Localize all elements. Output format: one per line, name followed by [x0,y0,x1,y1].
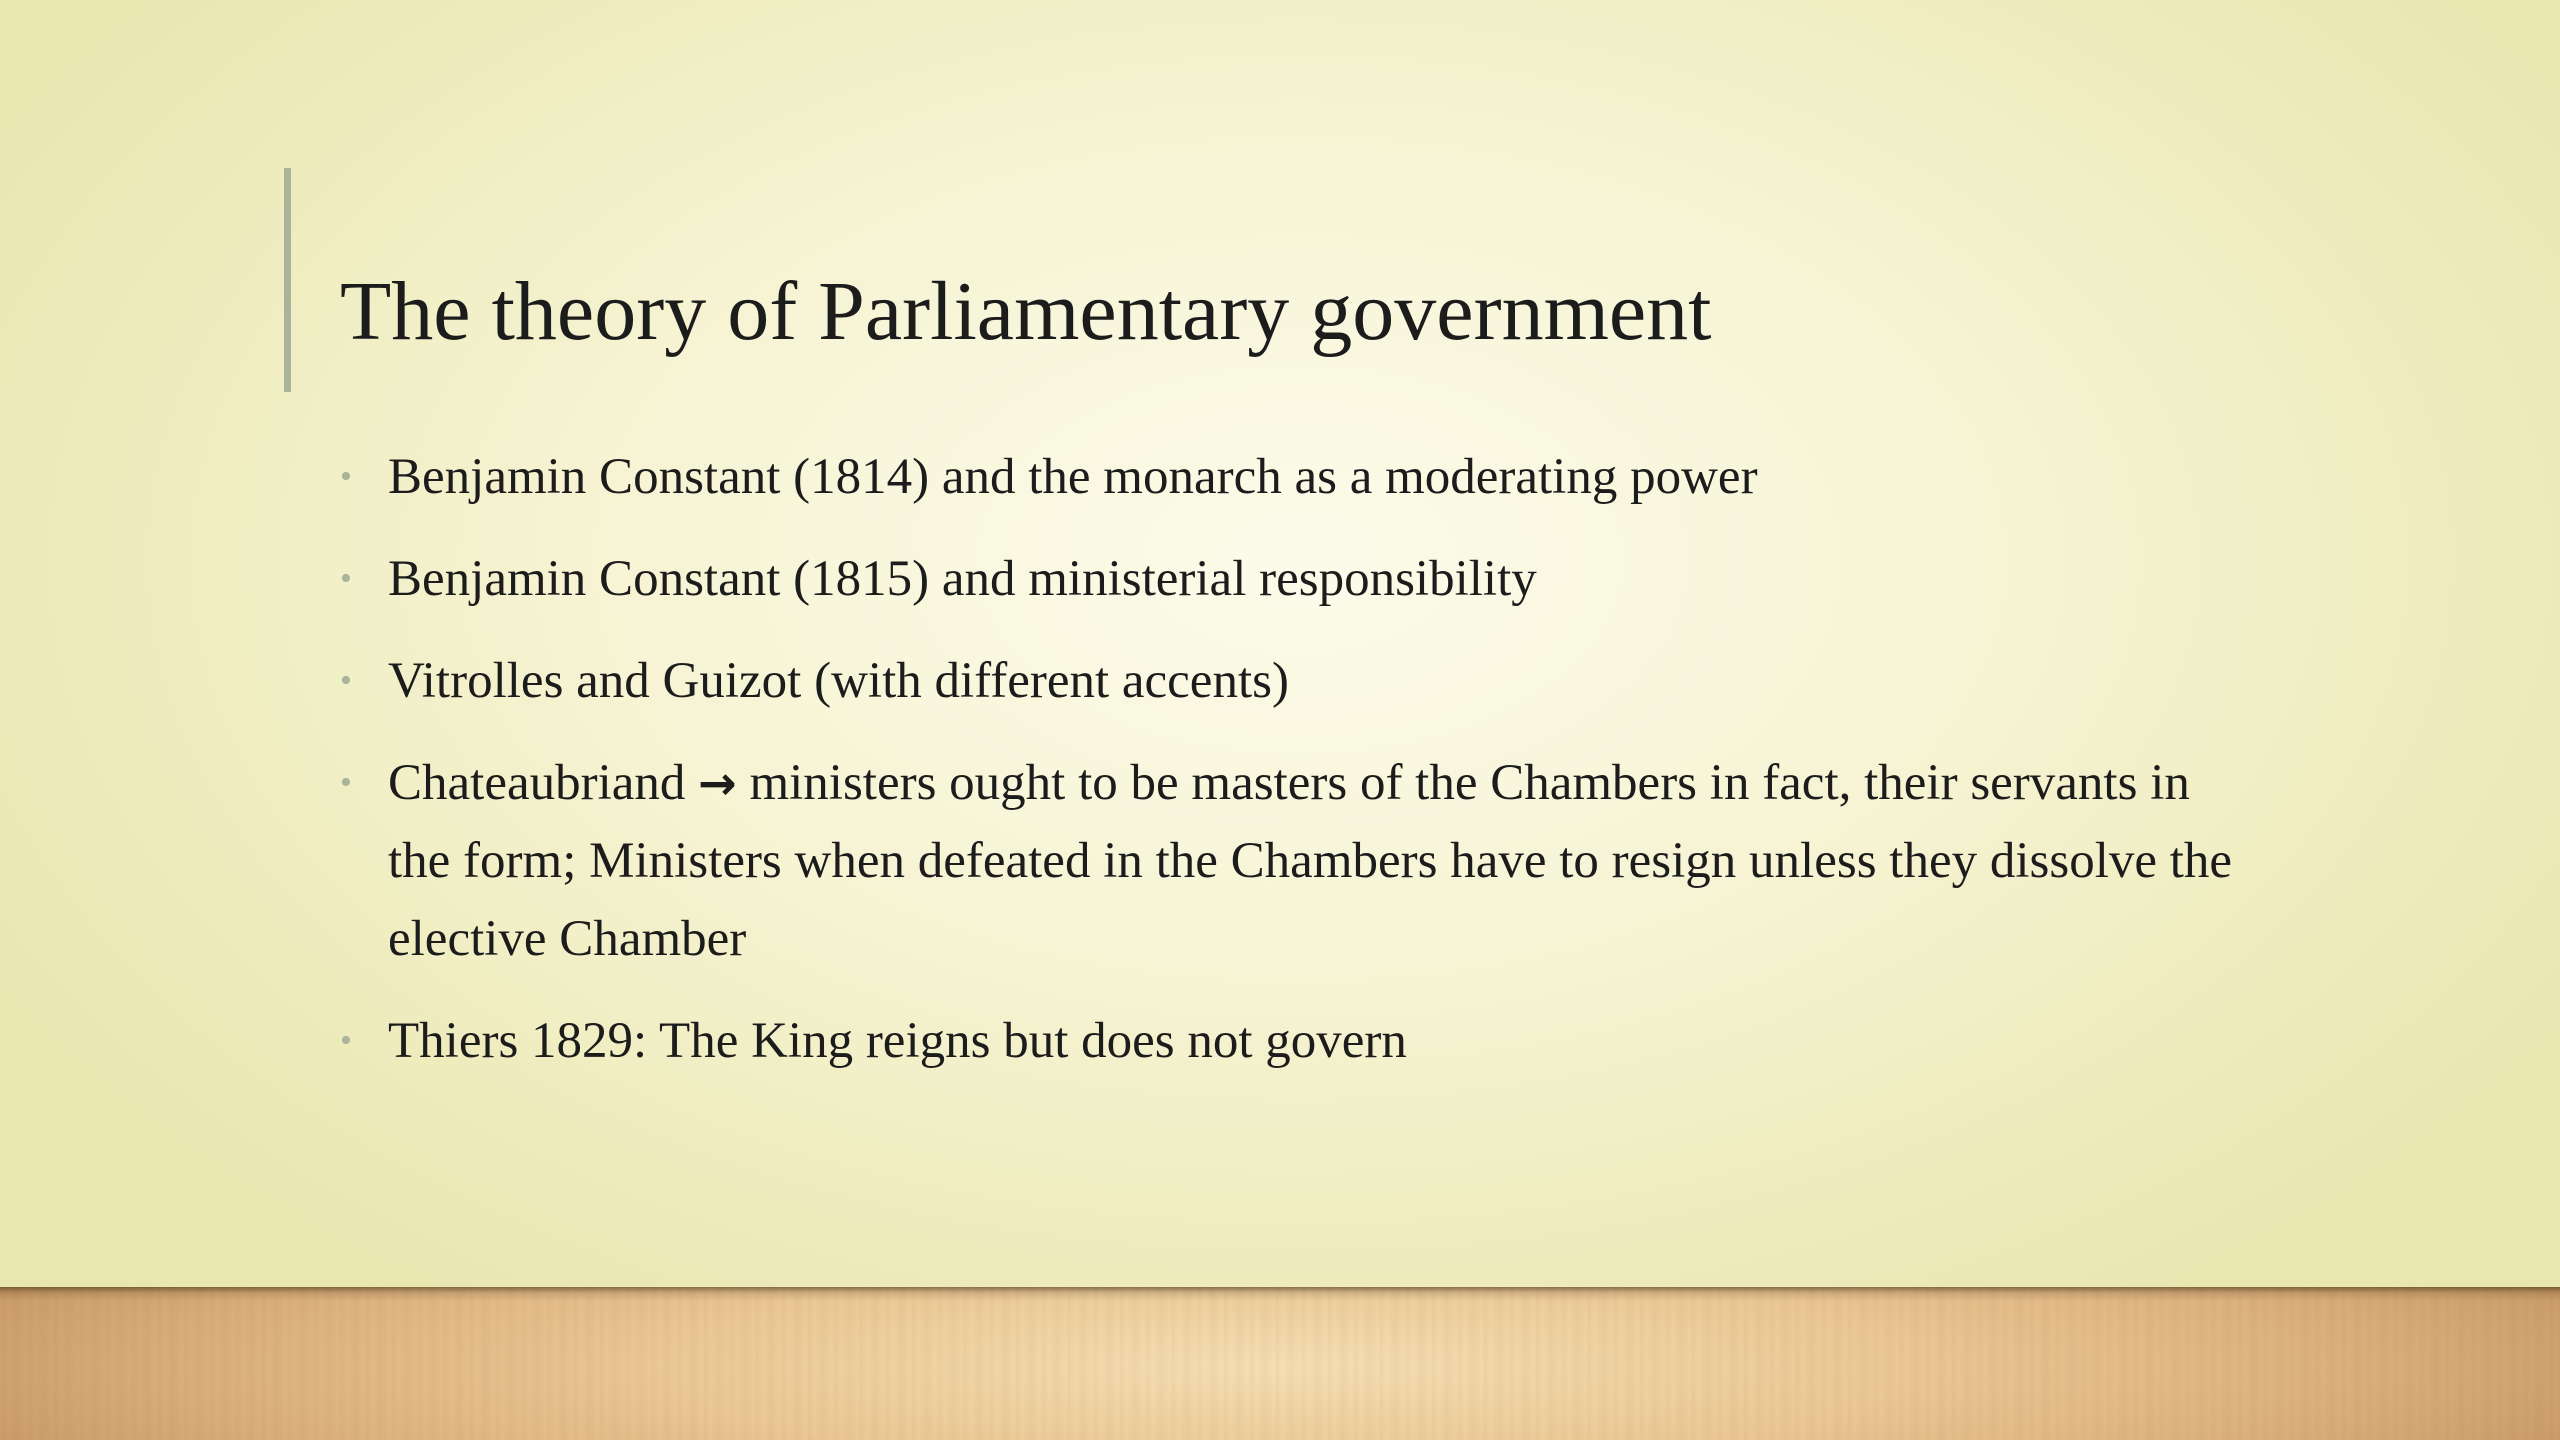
slide-title: The theory of Parliamentary government [340,265,1712,358]
right-arrow-icon: → [698,756,737,810]
list-item [340,540,2240,618]
list-item [340,744,2240,978]
title-accent-bar [284,168,291,392]
bullet-text: Vitrolles and Guizot (with different accents) [388,653,1289,709]
list-item [340,1002,2240,1080]
bullet-dot-icon: • [340,1022,352,1059]
bullet-text: Thiers 1829: The King reigns but does not govern [388,1013,1407,1069]
list-item [340,642,2240,720]
bullet-text [388,744,2240,978]
list-item [340,438,2240,516]
wood-floor-background [0,1287,2560,1440]
bullet-dot-icon: • [340,458,352,495]
bullet-dot-icon: • [340,764,352,801]
bullet-text-suffix: ministers ought to be masters of the Chambers in fact, their servants in the form; Ministers when defeated in the Chambers have to resign unless they dissolve the elective Chamber [388,755,2233,967]
wood-grain-texture [0,1287,2560,1440]
bullet-dot-icon: • [340,662,352,699]
bullet-dot-icon: • [340,560,352,597]
bullet-text: Benjamin Constant (1815) and ministerial responsibility [388,551,1537,607]
bullet-text-prefix: Chateaubriand [388,755,699,811]
bullet-text: Benjamin Constant (1814) and the monarch as a moderating power [388,449,1758,505]
bullet-list [340,438,2240,1104]
